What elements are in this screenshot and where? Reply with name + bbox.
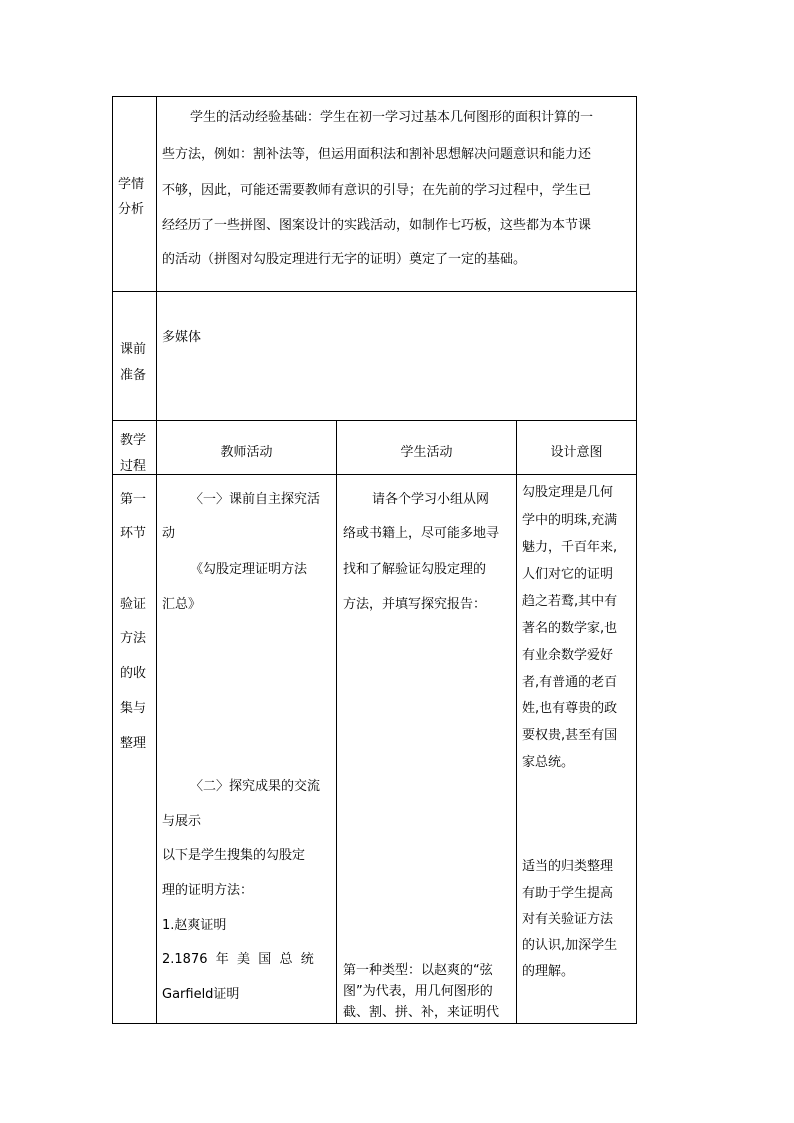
teacher-activity-line: Garfield证明 [162, 987, 240, 1002]
teacher-activity-line: 〈一〉课前自主探究活 [190, 492, 321, 507]
teacher-activity-line: 与展示 [162, 814, 202, 829]
xueqing-paragraph-line: 不够，因此，可能还需要教师有意识的引导；在先前的学习过程中，学生已 [162, 183, 592, 198]
step-label-line: 方法 [120, 631, 147, 646]
student-activity-line: 请各个学习小组从网 [372, 492, 490, 507]
teacher-activity-line: 《勾股定理证明方法 [190, 562, 308, 577]
table-border-left [112, 96, 113, 1024]
design-intent-line: 学中的明珠,充满 [522, 513, 618, 528]
header-teacher-activity: 教师活动 [220, 445, 273, 460]
design-intent-line: 者,有普通的老百 [522, 675, 618, 690]
row-divider [112, 420, 637, 421]
row-label-kq-2: 准备 [120, 368, 147, 383]
design-intent-line: 人们对它的证明 [522, 567, 614, 582]
teacher-activity-line: 1.赵爽证明 [162, 918, 227, 933]
step-label-line: 第一 [120, 492, 147, 507]
row-label-xueqing-1: 学情 [118, 177, 145, 192]
xueqing-paragraph-line: 经经历了一些拼图、图案设计的实践活动，如制作七巧板，这些都为本节课 [162, 218, 592, 233]
row-divider [112, 291, 637, 292]
header-design-intent: 设计意图 [550, 445, 603, 460]
kq-content: 多媒体 [162, 330, 202, 345]
teacher-activity-line: 〈二〉探究成果的交流 [190, 779, 321, 794]
design-intent-line: 要权贵,甚至有国 [522, 728, 618, 743]
table-border-bottom [112, 1023, 637, 1024]
design-intent-line: 著名的数学家,也 [522, 621, 618, 636]
row-label-process-2: 过程 [120, 459, 147, 474]
step-label-line: 环节 [120, 526, 147, 541]
design-intent-line: 的认识,加深学生 [522, 938, 618, 953]
student-activity-line: 络或书籍上，尽可能多地寻 [343, 526, 500, 541]
step-label-line: 验证 [120, 597, 147, 612]
design-intent-line: 有业余数学爱好 [522, 648, 614, 663]
table-border-top [112, 96, 637, 97]
xueqing-paragraph-line: 些方法，例如：割补法等，但运用面积法和割补思想解决问题意识和能力还 [162, 147, 592, 162]
design-intent-line: 家总统。 [522, 755, 575, 770]
row-label-xueqing-2: 分析 [118, 202, 145, 217]
column-divider [156, 96, 157, 1024]
design-intent-line: 勾股定理是几何 [522, 485, 614, 500]
design-intent-line: 适当的归类整理 [522, 859, 614, 874]
header-student-activity: 学生活动 [400, 445, 453, 460]
row-label-process-1: 教学 [120, 433, 147, 448]
row-divider [112, 474, 637, 475]
student-activity-line: 方法，并填写探究报告： [343, 597, 487, 612]
teacher-activity-line: 动 [162, 526, 176, 541]
student-activity-line: 截、割、拼、补，来证明代 [343, 1005, 500, 1020]
student-activity-line: 找和了解验证勾股定理的 [343, 562, 487, 577]
design-intent-line: 趋之若鹜,其中有 [522, 594, 618, 609]
xueqing-paragraph-line: 的活动（拼图对勾股定理进行无字的证明）奠定了一定的基础。 [162, 252, 527, 267]
teacher-activity-line: 2.1876 年 美 国 总 统 [162, 952, 314, 967]
design-intent-line: 的理解。 [522, 964, 575, 979]
student-activity-line: 图”为代表，用几何图形的 [343, 984, 493, 999]
teacher-activity-line: 理的证明方法： [162, 883, 254, 898]
step-label-line: 的收 [120, 666, 147, 681]
column-divider [336, 420, 337, 1024]
table-border-right [636, 96, 637, 1024]
step-label-line: 集与 [120, 701, 147, 716]
xueqing-paragraph-line: 学生的活动经验基础：学生在初一学习过基本几何图形的面积计算的一 [190, 110, 594, 125]
step-label-line: 整理 [120, 736, 147, 751]
student-activity-line: 第一种类型：以赵爽的“弦 [343, 963, 493, 978]
design-intent-line: 有助于学生提高 [522, 886, 614, 901]
design-intent-line: 对有关验证方法 [522, 912, 614, 927]
teacher-activity-line: 汇总》 [162, 597, 202, 612]
row-label-kq-1: 课前 [120, 342, 147, 357]
design-intent-line: 姓,也有尊贵的政 [522, 701, 618, 716]
teacher-activity-line: 以下是学生搜集的勾股定 [162, 848, 306, 863]
design-intent-line: 魅力，千百年来, [522, 540, 618, 555]
column-divider [516, 420, 517, 1024]
